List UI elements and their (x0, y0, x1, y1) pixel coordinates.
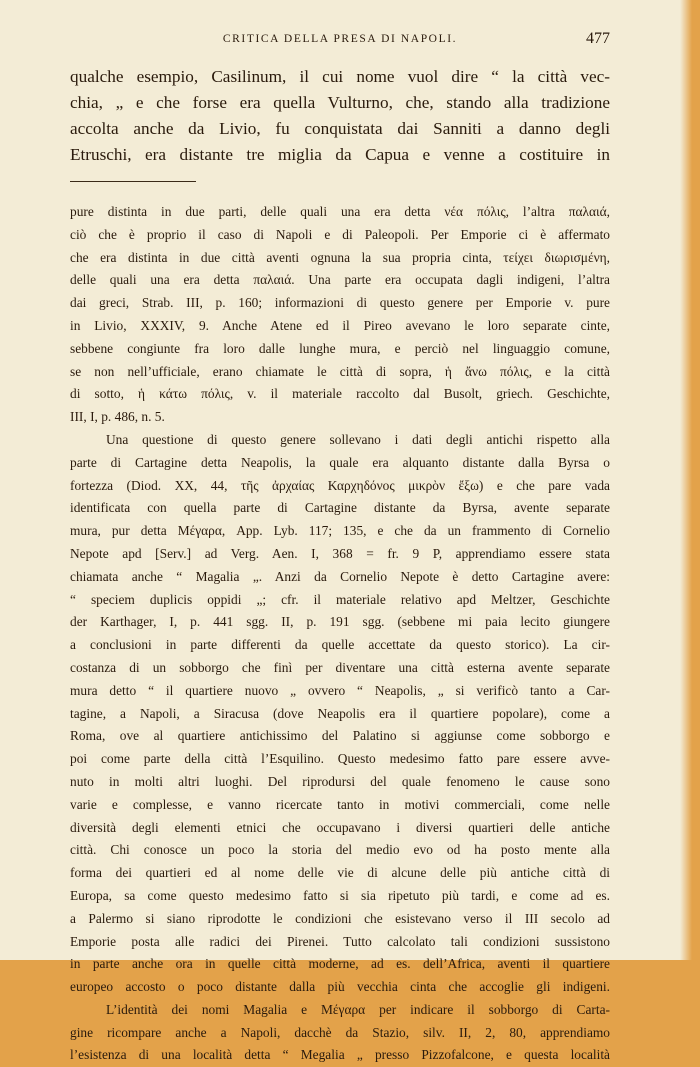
footnote-line: in parte anche ora in quelle città moderne, ad es. dell’Africa, aventi il quartiere (70, 956, 610, 972)
footnote-separator (70, 181, 196, 182)
footnote-line: identificata con quella parte di Cartagine distante da Byrsa, avente separate (70, 500, 610, 516)
footnote-line: L’identità dei nomi Magalia e Μέγαρα per indicare il sobborgo di Carta- (106, 1001, 610, 1017)
page-header (70, 30, 610, 50)
main-text-line: Etruschi, era distante tre miglia da Capua e venne a costituire in (70, 145, 610, 164)
footnote-line: Una questione di questo genere sollevano i dati degli antichi rispetto alla (106, 431, 610, 447)
footnote-line: ciò che è proprio il caso di Napoli e di Paleopoli. Per Emporie ci è affermato (70, 226, 610, 242)
footnote-line: nuto in molti altri luoghi. Del riprodursi del quale fenomeno le cause sono (70, 773, 610, 789)
footnote-line: gine ricompare anche a Napoli, dacchè da Stazio, silv. II, 2, 80, apprendiamo (70, 1024, 610, 1040)
footnote-line: europeo accosto o poco distante dalla più vecchia cinta che accoglie gli indigeni. (70, 979, 610, 995)
main-text-line: chia, „ e che forse era quella Vulturno, che, stando alla tradizione (70, 93, 610, 112)
main-text-line: accolta anche da Livio, fu conquistata dai Sanniti a danno degli (70, 119, 610, 138)
footnote-line: Nepote apd [Serv.] ad Verg. Aen. I, 368 = fr. 9 P, apprendiamo essere stata (70, 545, 610, 561)
footnote-line: der Karthager, I, p. 441 sgg. II, p. 191 sgg. (sebbene mi paia lecito giungere (70, 614, 610, 630)
footnote-line: parte di Cartagine detta Neapolis, la quale era alquanto distante dalla Byrsa o (70, 454, 610, 470)
footnote-line: Roma, ove al quartiere antichissimo del Palatino si aggiunse come sobborgo e (70, 728, 610, 744)
footnote-line: mura detto “ il quartiere nuovo „ ovvero “ Neapolis, „ si verificò tanto a Car- (70, 682, 610, 698)
footnote-line: mura, pur detta Μέγαρα, App. Lyb. 117; 135, e che da un frammento di Cornelio (70, 523, 610, 539)
footnote-line: se non nell’ufficiale, erano chiamate le città di sopra, ἡ ἄνω πόλις, e la città (70, 363, 610, 379)
footnote-line: “ speciem duplicis oppidi „; cfr. il materiale relativo apd Meltzer, Geschichte (70, 591, 610, 607)
footnote-line: III, I, p. 486, n. 5. (70, 409, 165, 425)
footnote-block (70, 201, 610, 1067)
footnote-line: città. Chi conosce un poco la storia del medio evo od ha posto mente alla (70, 842, 610, 858)
footnote-line: Europa, sa come questo medesimo fatto si sia ripetuto più tardi, e come ad es. (70, 887, 610, 903)
footnote-line: chiamata anche “ Magalia „. Anzi da Cornelio Nepote è detto Cartagine avere: (70, 568, 610, 584)
footnote-line: in Livio, XXXIV, 9. Anche Atene ed il Pireo avevano le loro separate cinte, (70, 317, 610, 333)
footnote-line: delle quali una era detta παλαιά. Una parte era occupata dagli indigeni, l’altra (70, 272, 610, 288)
footnote-line: che era distinta in due città aventi ognuna la sua propria cinta, τείχει διωρισμένη, (70, 249, 610, 265)
footnote-line: varie e complesse, e vanno ricercate tanto in motivi commerciali, come nelle (70, 796, 610, 812)
page-number: 477 (586, 30, 610, 47)
footnote-line: diversità degli elementi etnici che occupavano i diversi quartieri delle antiche (70, 819, 610, 835)
footnote-line: sebbene congiunte fra loro dalle lunghe mura, e perciò nel linguaggio comune, (70, 340, 610, 356)
footnote-line: dai greci, Strab. III, p. 160; informazioni di questo genere per Emporie v. pure (70, 295, 610, 311)
footnote-line: tagine, a Napoli, a Siracusa (dove Neapolis era il quartiere popolare), come a (70, 705, 610, 721)
main-text (70, 64, 610, 168)
footnote-line: a conclusioni in parte differenti da quelle accettate da questo storico). La cir- (70, 637, 610, 653)
page-edge-shadow (680, 0, 700, 960)
footnote-line: pure distinta in due parti, delle quali una era detta νέα πόλις, l’altra παλαιά, (70, 204, 610, 219)
footnote-line: costanza di un sobborgo che finì per diventare una città esterna avente separate (70, 659, 610, 675)
footnote-line: l’esistenza di una località detta “ Megalia „ presso Pizzofalcone, e questa località (70, 1047, 610, 1063)
footnote-line: poi come parte della città l’Esquilino. Questo medesimo fatto pare essere avve- (70, 751, 610, 767)
footnote-line: forma dei quartieri ed al nome delle vie di alcune delle più antiche città di (70, 865, 610, 881)
footnote-line: Emporie posta alle radici dei Pirenei. Tutto calcolato tali condizioni sussistono (70, 933, 610, 949)
footnote-line: fortezza (Diod. XX, 44, τῆς ἀρχαίας Καρχηδόνος μικρὸν ἔξω) e che pare vada (70, 477, 610, 493)
main-text-line: qualche esempio, Casilinum, il cui nome vuol dire “ la città vec- (70, 67, 610, 86)
footnote-line: di sotto, ἡ κάτω πόλις, v. il materiale raccolto dal Busolt, griech. Geschichte, (70, 386, 610, 402)
running-title: CRITICA DELLA PRESA DI NAPOLI. (222, 33, 458, 45)
footnote-line: a Palermo si siano riprodotte le condizioni che esistevano verso il III secolo ad (70, 910, 610, 926)
